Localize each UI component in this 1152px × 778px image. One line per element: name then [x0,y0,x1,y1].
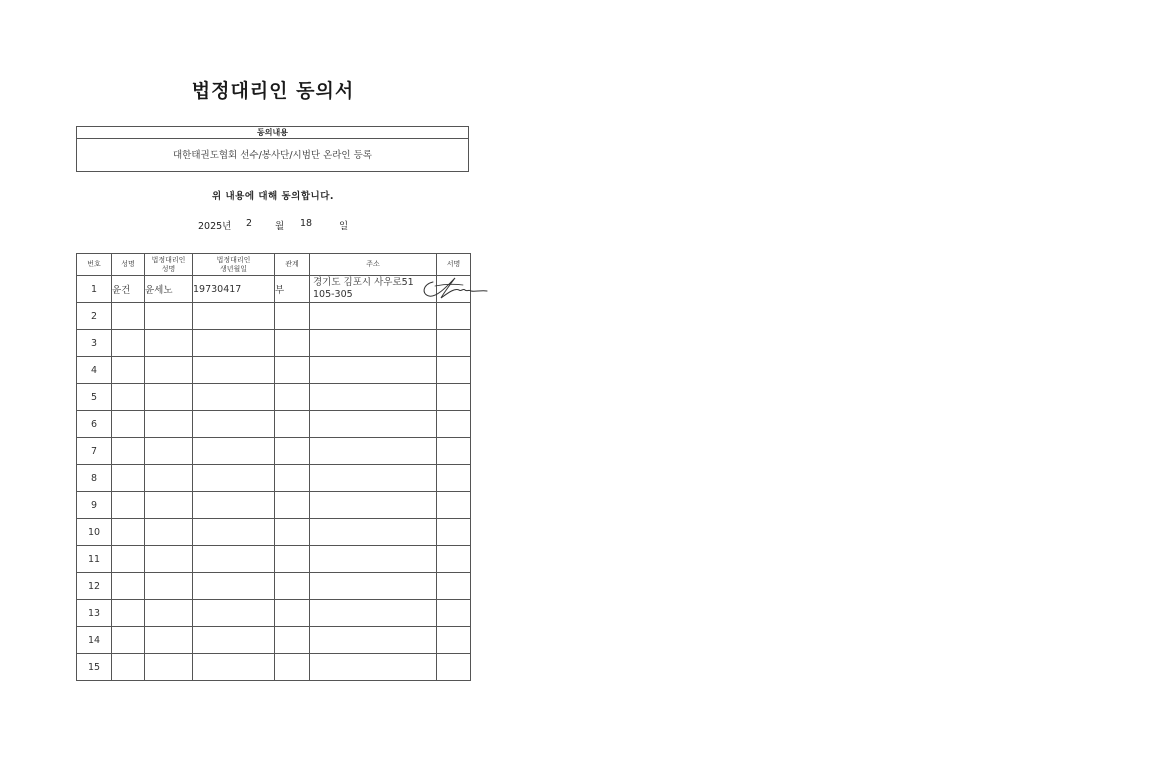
header-no: 번호 [77,254,112,276]
table-row [77,330,471,357]
row-guardian-name [145,411,193,438]
row-name [112,411,145,438]
table-row [77,384,471,411]
header-guardian-birth-line2: 생년월일 [219,264,248,273]
row-address [310,330,437,357]
row-guardian-name [145,357,193,384]
row-address [310,573,437,600]
row-guardian-birth [193,384,275,411]
row-address [310,303,437,330]
row-name [112,546,145,573]
row-relation [275,519,310,546]
table-row [77,492,471,519]
table-row [77,276,471,303]
row-name [112,465,145,492]
row-address-line1: 경기도 김포시 사우로51 [313,277,414,288]
row-guardian-birth [193,330,275,357]
row-signature [437,330,471,357]
row-signature [437,303,471,330]
row-name: 윤건 [112,276,145,303]
consent-content-box [76,126,469,172]
row-signature [437,573,471,600]
header-guardian-name [145,254,193,276]
row-relation [275,654,310,681]
row-guardian-name [145,492,193,519]
row-address [310,546,437,573]
header-guardian-name-line2: 성명 [161,264,176,273]
row-guardian-name [145,654,193,681]
row-relation [275,573,310,600]
row-signature [437,519,471,546]
table-row [77,519,471,546]
row-guardian-birth [193,411,275,438]
header-relation: 관계 [275,254,310,276]
header-address: 주소 [310,254,437,276]
row-signature [437,384,471,411]
header-guardian-birth [193,254,275,276]
row-address [310,438,437,465]
header-name: 성명 [112,254,145,276]
row-address [310,384,437,411]
row-relation [275,492,310,519]
row-no: 7 [77,438,112,465]
date-day: 18 [300,218,313,229]
row-guardian-birth [193,303,275,330]
row-name [112,303,145,330]
table-row [77,438,471,465]
table-row [77,573,471,600]
row-no: 15 [77,654,112,681]
guardian-table [76,253,471,681]
row-address [310,276,437,303]
date-month-unit: 월 [275,221,285,232]
row-address [310,492,437,519]
row-guardian-birth [193,357,275,384]
row-guardian-name [145,627,193,654]
row-no: 1 [77,276,112,303]
table-row [77,411,471,438]
date-month: 2 [246,218,253,229]
consent-header: 동의내용 [77,127,468,139]
header-guardian-birth-line1: 법정대리인 [216,255,251,264]
table-header-row [77,254,471,276]
row-address [310,465,437,492]
row-guardian-birth [193,654,275,681]
row-no: 13 [77,600,112,627]
row-guardian-birth [193,546,275,573]
row-relation [275,303,310,330]
row-relation [275,438,310,465]
row-name [112,492,145,519]
row-signature [437,627,471,654]
row-signature [437,276,471,303]
row-relation [275,384,310,411]
table-row [77,627,471,654]
row-relation [275,411,310,438]
header-signature: 서명 [437,254,471,276]
row-no: 8 [77,465,112,492]
row-name [112,384,145,411]
table-row [77,546,471,573]
row-guardian-name [145,438,193,465]
row-signature [437,492,471,519]
row-guardian-birth [193,573,275,600]
row-no: 9 [77,492,112,519]
table-row [77,357,471,384]
row-signature [437,600,471,627]
header-guardian-name-line1: 법정대리인 [151,255,186,264]
row-no: 3 [77,330,112,357]
row-signature [437,546,471,573]
row-guardian-birth [193,519,275,546]
row-signature [437,654,471,681]
row-guardian-name [145,303,193,330]
row-guardian-name [145,546,193,573]
row-name [112,330,145,357]
agree-statement: 위 내용에 대해 동의합니다. [212,191,334,202]
table-row [77,600,471,627]
date-day-unit: 일 [339,221,349,232]
row-relation [275,600,310,627]
consent-body: 대한태권도협회 선수/봉사단/시범단 온라인 등록 [172,150,372,161]
row-no: 14 [77,627,112,654]
row-name [112,519,145,546]
row-name [112,654,145,681]
row-name [112,600,145,627]
row-no: 4 [77,357,112,384]
row-guardian-birth [193,438,275,465]
date-year: 2025년 [198,221,232,232]
row-guardian-name [145,384,193,411]
row-guardian-name [145,330,193,357]
row-address-line2: 105-305 [313,289,353,300]
row-address [310,600,437,627]
row-address [310,627,437,654]
row-name [112,627,145,654]
document-title: 법정대리인 동의서 [191,80,355,102]
row-relation [275,330,310,357]
table-row [77,654,471,681]
row-relation [275,465,310,492]
row-no: 12 [77,573,112,600]
row-name [112,573,145,600]
row-address [310,519,437,546]
row-guardian-birth [193,492,275,519]
row-relation: 부 [275,276,310,303]
row-guardian-name [145,465,193,492]
signature-image [419,272,489,302]
row-guardian-name [145,573,193,600]
row-no: 5 [77,384,112,411]
row-no: 2 [77,303,112,330]
row-signature [437,465,471,492]
row-relation [275,357,310,384]
row-relation [275,546,310,573]
row-guardian-birth [193,600,275,627]
row-signature [437,438,471,465]
table-row [77,303,471,330]
row-guardian-name [145,600,193,627]
row-no: 10 [77,519,112,546]
row-address [310,654,437,681]
row-no: 6 [77,411,112,438]
row-signature [437,357,471,384]
row-no: 11 [77,546,112,573]
row-address [310,357,437,384]
row-guardian-birth: 19730417 [193,276,275,303]
row-guardian-name [145,519,193,546]
row-name [112,438,145,465]
row-guardian-birth [193,465,275,492]
row-signature [437,411,471,438]
row-relation [275,627,310,654]
row-name [112,357,145,384]
table-row [77,465,471,492]
row-guardian-name: 윤세노 [145,276,193,303]
row-address [310,411,437,438]
row-guardian-birth [193,627,275,654]
